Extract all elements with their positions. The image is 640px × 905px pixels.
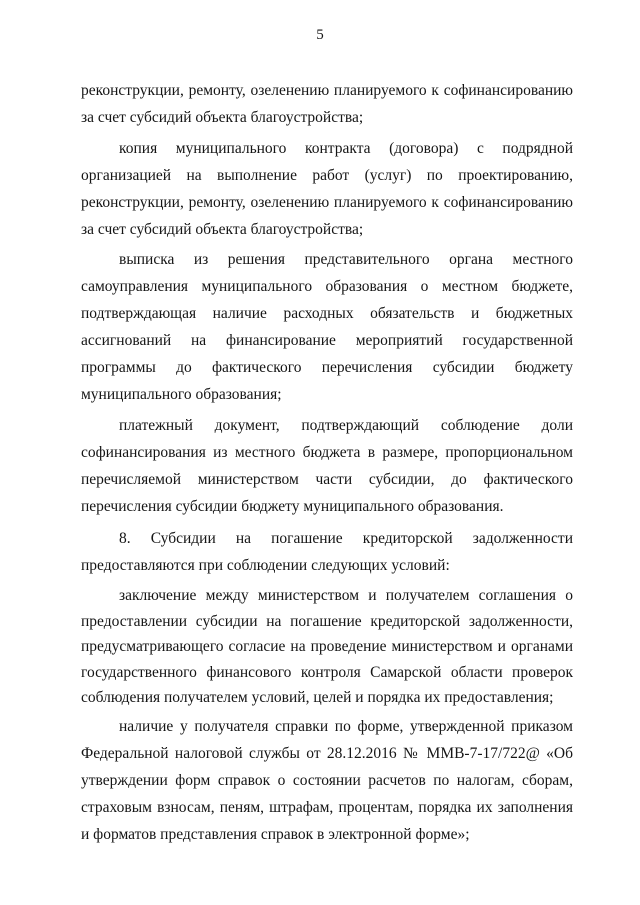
paragraph-payment-document: платежный документ, подтверждающий соблюдение доли софинансирования из местного бюджета в размере, пропорциональном перечисляемой министерством части субсидии, до фактического перечисления субсидии бюджету муниципального образования. <box>81 416 573 515</box>
paragraph-clause-8: 8. Субсидии на погашение кредиторской задолженности предоставляются при соблюдении следующих условий: <box>81 529 573 574</box>
paragraph-agreement: заключение между министерством и получателем соглашения о предоставлении субсидии на погашение кредиторской задолженности, предусматривающего согласие на проведение министерством и органами государственного финансового контроля Самарской области проверок соблюдения получателем условий, целей и порядка их предоставления; <box>81 587 573 707</box>
paragraph-continuation: реконструкции, ремонту, озеленению планируемого к софинансированию за счет субсидий объекта благоустройства; <box>81 82 573 126</box>
paragraph-tax-certificate: наличие у получателя справки по форме, утвержденной приказом Федеральной налоговой службы от 28.12.2016 № ММВ-7-17/722@ «Об утверждении форм справок о состоянии расчетов по налогам, сборам, страховым взносам, пеням, штрафам, процентам, порядка их заполнения и форматов представления справок в электронной форме»; <box>81 718 573 843</box>
page-number: 5 <box>316 27 324 43</box>
document-body <box>81 78 573 853</box>
paragraph-contract-copy: копия муниципального контракта (договора) с подрядной организацией на выполнение работ (услуг) по проектированию, реконструкции, ремонту, озеленению планируемого к софинансированию за счет субсидий объекта благоустройства; <box>81 139 573 238</box>
paragraph-budget-extract: выписка из решения представительного органа местного самоуправления муниципального образования о местном бюджете, подтверждающая наличие расходных обязательств и бюджетных ассигнований на финансирование мероприятий государственной программы до фактического перечисления субсидии бюджету муниципального образования; <box>81 251 573 403</box>
